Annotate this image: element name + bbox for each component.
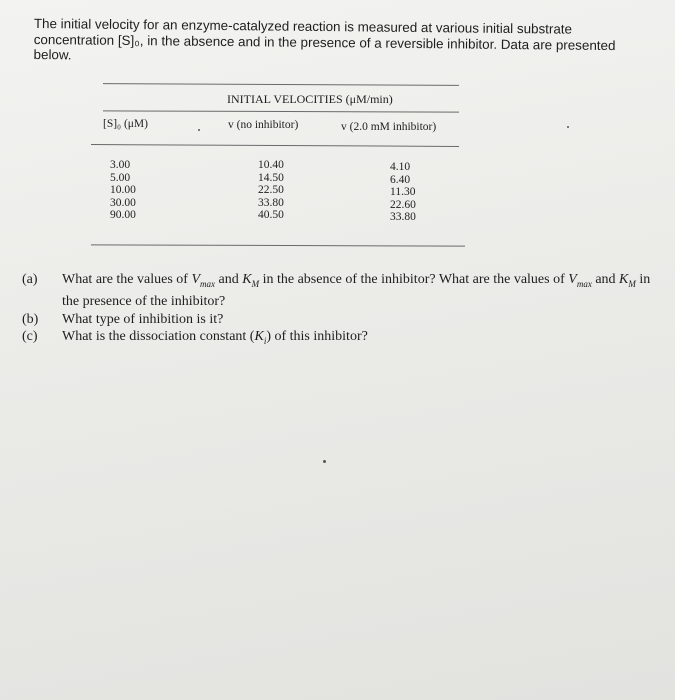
question-item xyxy=(22,311,652,329)
column-substrate xyxy=(110,159,136,222)
table-cell-inhibitor: 4.10 xyxy=(390,161,411,173)
problem-intro: The initial velocity for an enzyme-catalyzed reaction is measured at various initial substrate concentration [S]₀, in the absence and in the presence of a reversible inhibitor. Data are presented below. xyxy=(33,16,616,63)
question-text: What are the values of $V_{max}$ and $K_M$ in the absence of the inhibitor? What are the values of $V_{max}$ and $K_M$ in the presence of the inhibitor? xyxy=(62,272,651,310)
table-cell-inhibitor: 11.30 xyxy=(390,186,416,199)
question-item xyxy=(22,271,652,311)
table-bottom-rule xyxy=(91,244,465,246)
column-header-inhibitor: v (2.0 mM inhibitor) xyxy=(341,121,437,133)
question-label: (b) xyxy=(22,311,39,327)
paper-speck xyxy=(567,126,569,128)
question-label: (a) xyxy=(22,272,38,287)
table-cell-no-inhibitor: 40.50 xyxy=(258,209,284,222)
paper-speck xyxy=(198,129,200,131)
paper-speck xyxy=(323,460,326,463)
column-no-inhibitor xyxy=(258,159,284,222)
table-header-rule xyxy=(103,110,459,112)
table-cell-no-inhibitor: 10.40 xyxy=(258,159,284,171)
table-cell-inhibitor: 6.40 xyxy=(390,173,411,186)
question-item xyxy=(22,328,652,350)
column-header-substrate: [S]₀ (μM) xyxy=(103,118,148,130)
column-inhibitor xyxy=(390,161,416,224)
table-cell-substrate: 3.00 xyxy=(110,159,131,171)
table-cell-substrate: 10.00 xyxy=(110,184,136,197)
table-subheader-rule xyxy=(91,144,459,147)
question-text: What type of inhibition is it? xyxy=(62,311,224,327)
table-cell-substrate: 30.00 xyxy=(110,196,136,209)
table-cell-substrate: 90.00 xyxy=(110,209,136,222)
question-list xyxy=(22,271,652,351)
table-cell-no-inhibitor: 22.50 xyxy=(258,184,284,197)
table-cell-inhibitor: 22.60 xyxy=(390,198,416,211)
table-cell-no-inhibitor: 33.80 xyxy=(258,196,284,209)
question-text: What is the dissociation constant $(K_i)$ of this inhibitor? xyxy=(62,329,368,347)
table-cell-inhibitor: 33.80 xyxy=(390,211,416,224)
table-top-rule xyxy=(103,83,459,86)
table-cell-substrate: 5.00 xyxy=(110,171,131,184)
question-label: (c) xyxy=(22,329,38,345)
column-header-no-inhibitor: v (no inhibitor) xyxy=(228,119,299,131)
table-group-header: INITIAL VELOCITIES (μM/min) xyxy=(227,92,393,106)
table-cell-no-inhibitor: 14.50 xyxy=(258,171,284,184)
